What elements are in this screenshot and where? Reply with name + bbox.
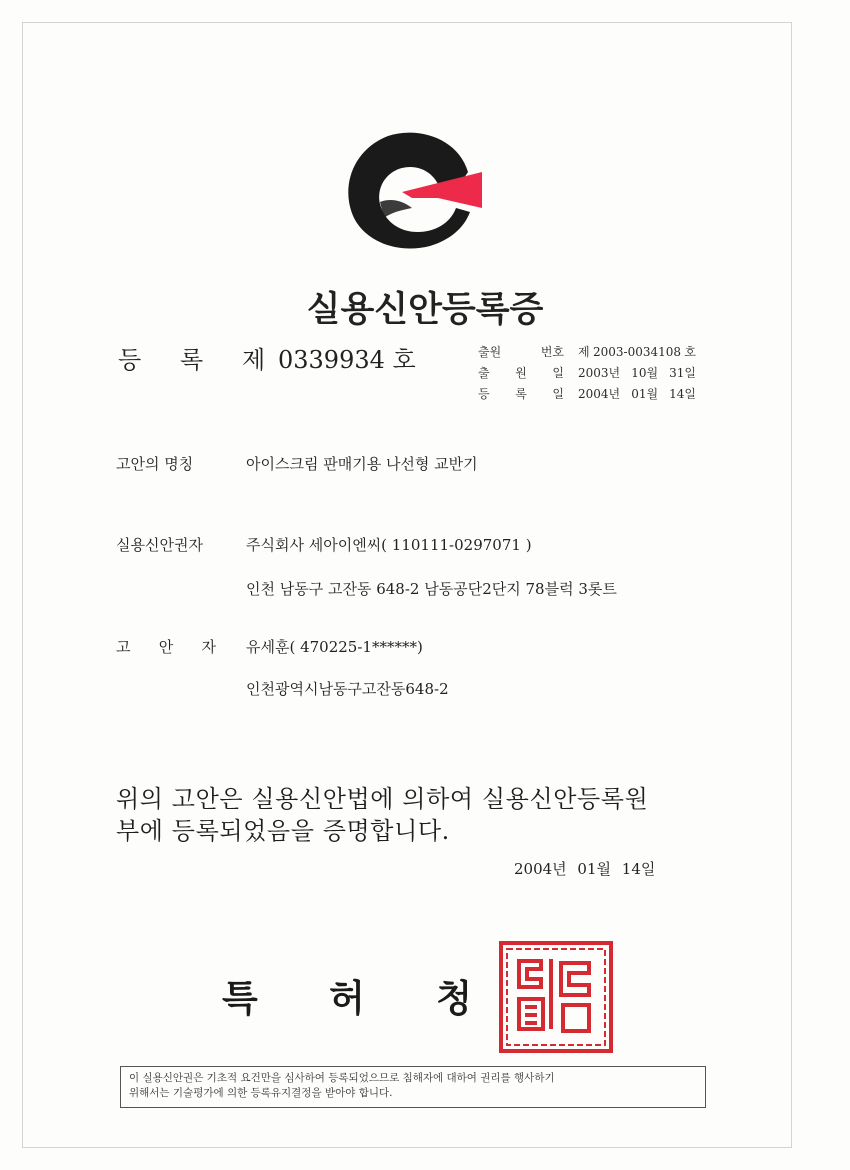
notice-line-1: 이 실용신안권은 기초적 요건만을 심사하여 등록되었으므로 침해자에 대하여 권리를 행사하기 [129,1072,555,1084]
document-title: 실용신안등록증 [306,290,544,330]
legal-notice-box [120,1066,706,1108]
government-emblem-icon [340,128,490,252]
emblem-brush-streak [380,200,412,218]
right-holder-address: 인천 남동구 고잔동 648-2 남동공단2단지 78블럭 3롯트 [246,580,617,598]
meta-row-application-date: 출 원 일 2003년 10월 31일 [478,366,696,380]
inventor-name: 유세훈( 470225-1******) [246,638,423,656]
device-name-label: 고안의 명칭 [116,455,194,473]
meta-row-registration-date: 등 록 일 2004년 01월 14일 [478,387,696,401]
right-holder-name: 주식회사 세아이엔씨( 110111-0297071 ) [246,536,532,554]
statement-line-2: 부에 등록되었음을 증명합니다. [116,817,450,845]
issuer-name: 특 허 청 [222,977,472,1020]
statement-line-1: 위의 고안은 실용신안법에 의하여 실용신안등록원 [116,785,649,813]
issue-date: 2004년 01월 14일 [514,860,656,878]
notice-line-2: 위해서는 기술평가에 의한 등록유지결정을 받아야 합니다. [129,1087,393,1099]
right-holder-label: 실용신안권자 [116,536,203,554]
meta-row-application-number: 출원 번호 제 2003-0034108 호 [478,345,696,359]
device-name-value: 아이스크림 판매기용 나선형 교반기 [246,455,478,473]
inventor-label: 고 안 자 [116,638,216,656]
registration-number: 등 록 제 0339934 호 [118,346,416,374]
inventor-address: 인천광역시남동구고잔동648-2 [246,680,449,698]
application-metadata [478,342,696,405]
official-seal-stamp-icon [497,939,615,1055]
certification-statement [116,783,716,847]
